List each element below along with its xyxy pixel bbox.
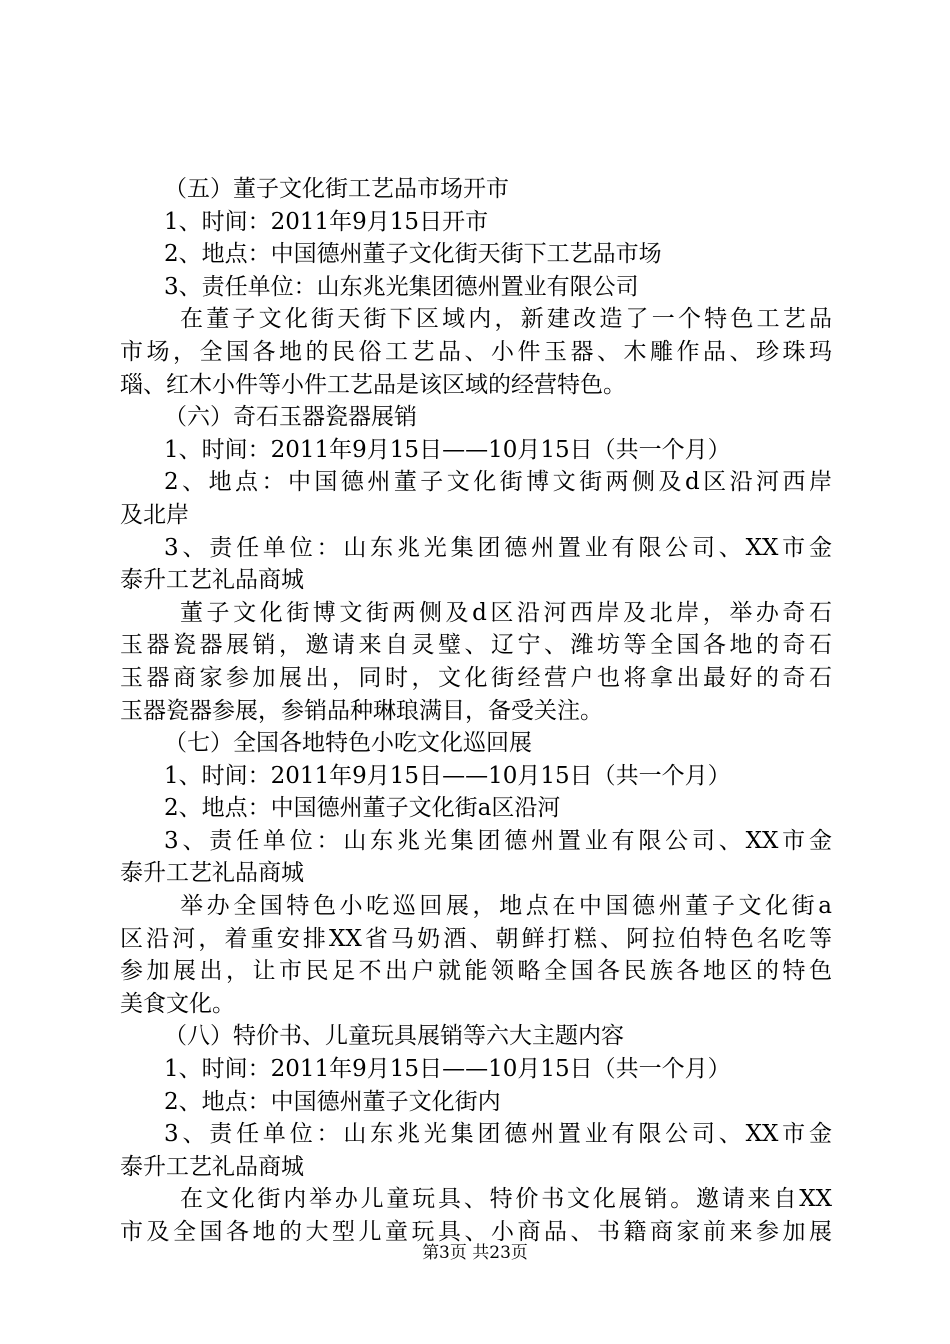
paragraph-line: 泰升工艺礼品商城 <box>120 860 304 887</box>
paragraph-line: 1、时间：2011年9月15日——10月15日（共一个月） <box>164 436 731 463</box>
paragraph-line: 市场，全国各地的民俗工艺品、小件玉器、木雕作品、珍珠玛 <box>120 338 832 365</box>
page-footer: 第3页 共23页 <box>422 1243 528 1263</box>
paragraph-line: 董子文化街博文街两侧及d区沿河西岸及北岸，举办奇石 <box>180 599 832 626</box>
paragraph-line: 市及全国各地的大型儿童玩具、小商品、书籍商家前来参加展 <box>120 1219 832 1245</box>
paragraph-line: 1、时间：2011年9月15日开市 <box>164 208 489 235</box>
section-heading-8: （八）特价书、儿童玩具展销等六大主题内容 <box>164 1023 624 1050</box>
paragraph-line: 3、责任单位：山东兆光集团德州置业有限公司、XX市金 <box>164 1121 832 1148</box>
paragraph-line: 美食文化。 <box>120 990 235 1017</box>
paragraph-line: 1、时间：2011年9月15日——10月15日（共一个月） <box>164 1056 731 1083</box>
paragraph-line: 3、责任单位：山东兆光集团德州置业有限公司、XX市金 <box>164 534 832 561</box>
document-body <box>120 173 832 1249</box>
paragraph-line: 泰升工艺礼品商城 <box>120 1153 304 1180</box>
paragraph-line: 在文化街内举办儿童玩具、特价书文化展销。邀请来自XX <box>180 1186 832 1213</box>
paragraph-line: 及北岸 <box>120 501 189 528</box>
section-heading-5: （五）董子文化街工艺品市场开市 <box>164 176 509 202</box>
paragraph-line: 瑙、红木小件等小件工艺品是该区域的经营特色。 <box>120 371 626 398</box>
paragraph-line: 2、地点：中国德州董子文化街a区沿河 <box>164 795 561 822</box>
section-heading-7: （七）全国各地特色小吃文化巡回展 <box>164 730 532 757</box>
paragraph-line: 3、责任单位：山东兆光集团德州置业有限公司 <box>164 273 639 300</box>
paragraph-line: 1、时间：2011年9月15日——10月15日（共一个月） <box>164 762 731 789</box>
paragraph-line: 玉器瓷器展销，邀请来自灵璧、辽宁、潍坊等全国各地的奇石 <box>120 632 832 659</box>
paragraph-line: 2、地点：中国德州董子文化街天街下工艺品市场 <box>164 241 662 268</box>
paragraph-line: 2、地点：中国德州董子文化街内 <box>164 1088 501 1115</box>
paragraph-line: 2、地点：中国德州董子文化街博文街两侧及d区沿河西岸 <box>164 469 832 496</box>
paragraph-line: 泰升工艺礼品商城 <box>120 567 304 594</box>
paragraph-line: 在董子文化街天街下区域内，新建改造了一个特色工艺品 <box>180 306 832 333</box>
paragraph-line: 参加展出，让市民足不出户就能领略全国各民族各地区的特色 <box>120 958 832 985</box>
paragraph-line: 玉器瓷器参展，参销品种琳琅满目，备受关注。 <box>120 697 603 724</box>
paragraph-line: 3、责任单位：山东兆光集团德州置业有限公司、XX市金 <box>164 827 832 854</box>
paragraph-line: 玉器商家参加展出，同时，文化街经营户也将拿出最好的奇石 <box>120 664 832 691</box>
paragraph-line: 举办全国特色小吃巡回展，地点在中国德州董子文化街a <box>180 893 832 920</box>
paragraph-line: 区沿河，着重安排XX省马奶酒、朝鲜打糕、阿拉伯特色名吃等 <box>120 925 832 952</box>
section-heading-6: （六）奇石玉器瓷器展销 <box>164 404 417 431</box>
